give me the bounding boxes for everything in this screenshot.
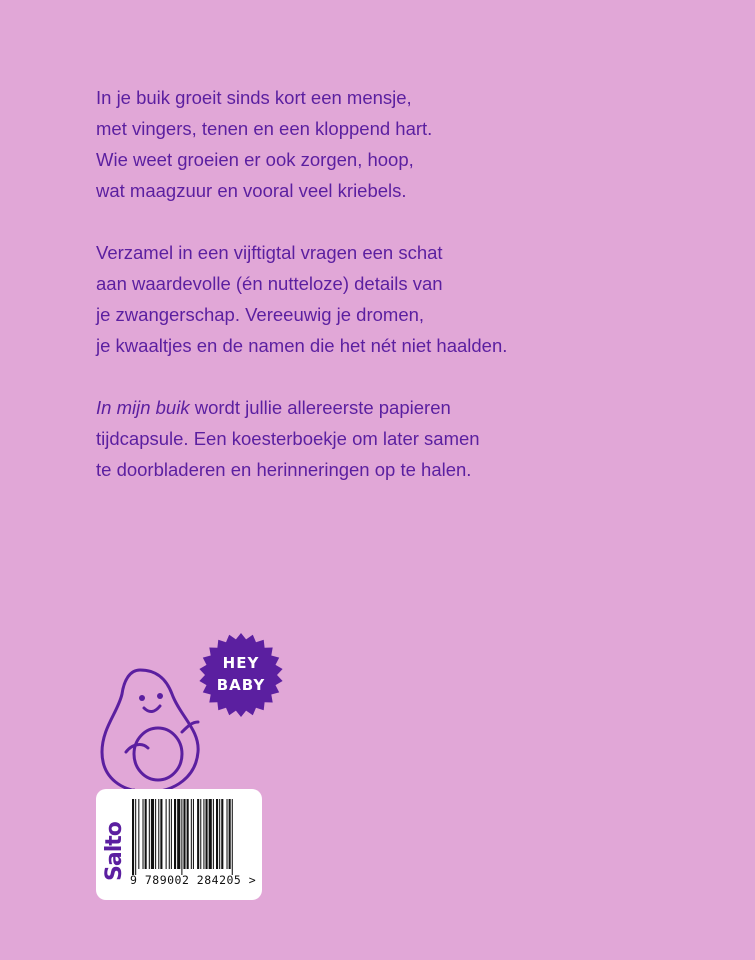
isbn-number: 9 789002 284205 > bbox=[130, 873, 257, 887]
barcode-bar bbox=[171, 799, 172, 869]
barcode-bar bbox=[151, 799, 154, 869]
blurb-line: tijdcapsule. Een koesterboekje om later samen bbox=[96, 428, 480, 449]
barcode-bar bbox=[213, 799, 214, 869]
barcode-icon bbox=[132, 799, 254, 875]
barcode-bar bbox=[183, 799, 185, 869]
blurb-paragraph-1 bbox=[96, 82, 696, 206]
barcode-bar bbox=[216, 799, 218, 869]
blurb-line: je zwangerschap. Vereeuwig je dromen, bbox=[96, 304, 425, 325]
barcode-bar bbox=[138, 799, 139, 869]
badge-text-line-1: HEY bbox=[222, 654, 260, 672]
blurb-line: met vingers, tenen en een kloppend hart. bbox=[96, 118, 433, 139]
blurb-line: je kwaaltjes en de namen die het nét niet haalden. bbox=[96, 335, 508, 356]
barcode-bar bbox=[187, 799, 189, 869]
blurb-line: aan waardevolle (én nutteloze) details van bbox=[96, 273, 443, 294]
barcode-bar bbox=[155, 799, 156, 869]
blurb-line: Wie weet groeien er ook zorgen, hoop, bbox=[96, 149, 414, 170]
barcode-bar bbox=[209, 799, 212, 869]
book-title-italic: In mijn buik bbox=[96, 397, 190, 418]
barcode-label bbox=[96, 789, 262, 900]
barcode-bar bbox=[221, 799, 223, 869]
back-cover-blurb bbox=[96, 82, 696, 516]
barcode-bar bbox=[158, 799, 159, 869]
barcode-bar bbox=[227, 799, 228, 869]
barcode-bar bbox=[160, 799, 162, 869]
barcode-bar bbox=[191, 799, 192, 869]
blurb-line-rest: wordt jullie allereerste papieren bbox=[189, 397, 451, 418]
barcode-bar bbox=[193, 799, 194, 869]
blurb-line: In je buik groeit sinds kort een mensje, bbox=[96, 87, 412, 108]
badge-text-line-2: BABY bbox=[216, 676, 266, 694]
barcode-bar bbox=[200, 799, 201, 869]
barcode-bar bbox=[232, 799, 233, 875]
publisher-logo: Salto bbox=[102, 822, 127, 881]
barcode-bar bbox=[143, 799, 144, 869]
blurb-paragraph-3 bbox=[96, 392, 696, 485]
blurb-line: te doorbladeren en herinneringen op te halen. bbox=[96, 459, 472, 480]
barcode-bar bbox=[135, 799, 136, 875]
blurb-line: Verzamel in een vijftigtal vragen een schat bbox=[96, 242, 443, 263]
barcode-bar bbox=[177, 799, 180, 869]
blurb-line bbox=[96, 392, 696, 423]
barcode-bar bbox=[166, 799, 167, 869]
barcode-bar bbox=[149, 799, 150, 869]
barcode-bar bbox=[169, 799, 170, 869]
blurb-paragraph-2 bbox=[96, 237, 696, 361]
starburst-badge-icon bbox=[198, 632, 284, 718]
blurb-line: wat maagzuur en vooral veel kriebels. bbox=[96, 180, 407, 201]
barcode-bar bbox=[181, 799, 182, 875]
barcode-bar bbox=[206, 799, 208, 869]
barcode-bar bbox=[203, 799, 204, 869]
barcode-bar bbox=[197, 799, 199, 869]
barcode-bar bbox=[174, 799, 176, 869]
barcode-bar bbox=[132, 799, 134, 875]
hey-baby-badge bbox=[198, 632, 284, 718]
barcode-bar bbox=[229, 799, 231, 869]
barcode-bar bbox=[145, 799, 147, 869]
barcode-bar bbox=[219, 799, 220, 869]
